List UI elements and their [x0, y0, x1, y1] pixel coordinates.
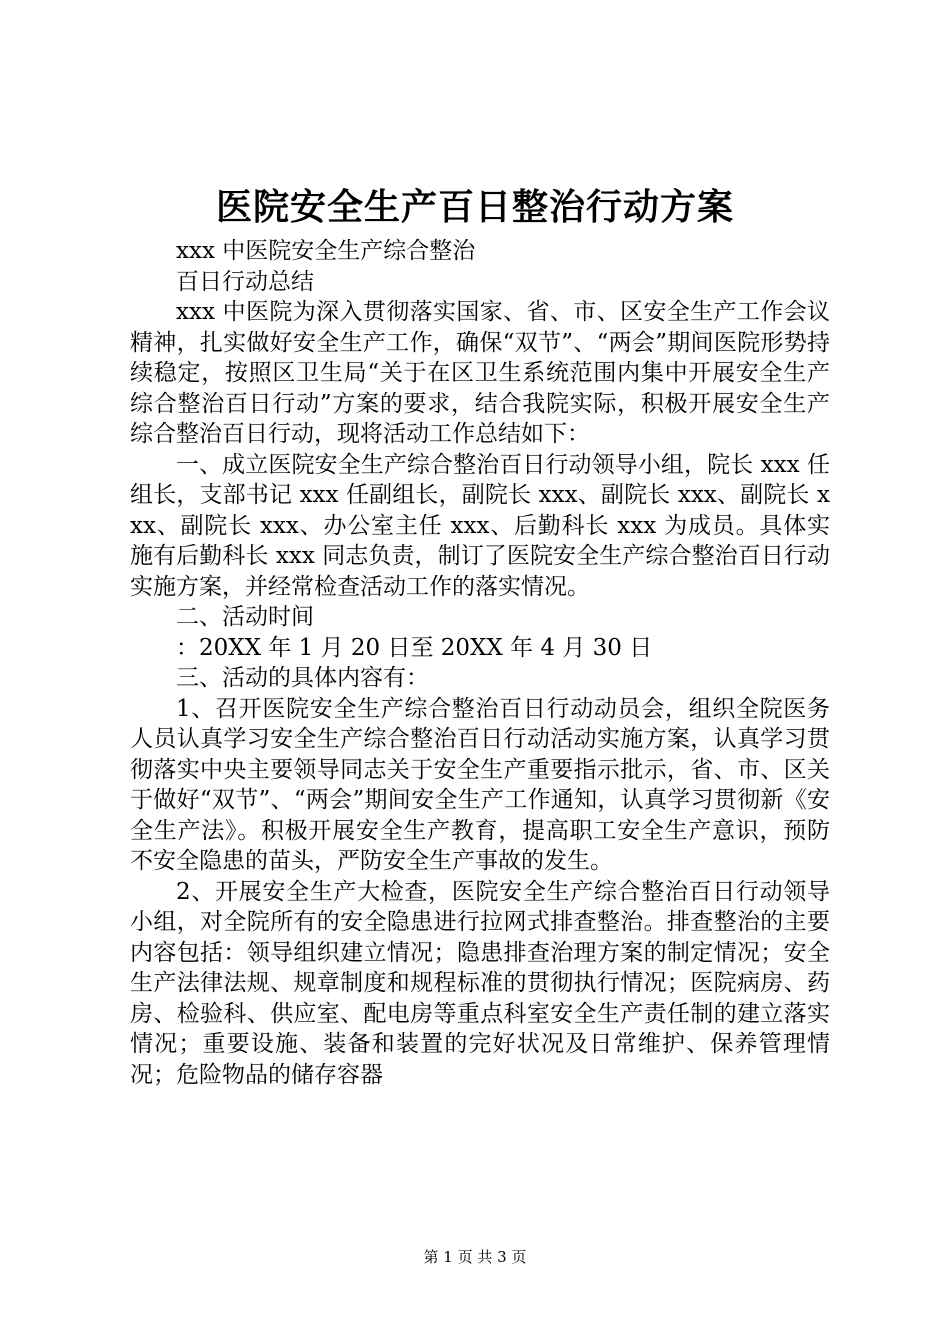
document-title: 医院安全生产百日整治行动方案 [215, 186, 734, 228]
paragraph: xxx 中医院为深入贯彻落实国家、省、市、区安全生产工作会议精神，扎实做好安全生产工作，确保“双节”、“两会”期间医院形势持续稳定，按照区卫生局“关于在区卫生系统范围内集中开展安全生产综合整治百日行动”方案的要求，结合我院实际，积极开展安全生产综合整治百日行动，现将活动工作总结如下： [130, 299, 830, 447]
paragraph: 百日行动总结 [176, 268, 314, 295]
document-body [130, 236, 830, 1090]
paragraph: 三、活动的具体内容有： [176, 665, 429, 691]
paragraph: 二、活动时间 [176, 604, 314, 630]
paragraph: 2、开展安全生产大检查，医院安全生产综合整治百日行动领导小组，对全院所有的安全隐患进行拉网式排查整治。排查整治的主要内容包括：领导组织建立情况；隐患排查治理方案的制定情况；安全生产法律法规、规章制度和规程标准的贯彻执行情况；医院病房、药房、检验科、供应室、配电房等重点科室安全生产责任制的建立落实情况；重要设施、装备和装置的完好状况及日常维护、保养管理情况；危险物品的储存容器 [130, 878, 830, 1088]
paragraph: ：20XX 年 1 月 20 日至 20XX 年 4 月 30 日 [176, 634, 653, 661]
paragraph: 一、成立医院安全生产综合整治百日行动领导小组，院长 xxx 任组长，支部书记 xxx 任副组长，副院长 xxx、副院长 xxx、副院长 xxx、副院长 xxx、办公室主任 xxx、后勤科长 xxx 为成员。具体实施有后勤科长 xxx 同志负责，制订了医院安全生产综合整治百日行动实施方案，并经常检查活动工作的落实情况。 [130, 451, 830, 600]
paragraph: xxx 中医院安全生产综合整治 [176, 238, 476, 264]
page-footer: 第 1 页 共 3 页 [423, 1248, 527, 1266]
paragraph: 1、召开医院安全生产综合整治百日行动动员会，组织全院医务人员认真学习安全生产综合整治百日行动活动实施方案，认真学习贯彻落实中央主要领导同志关于安全生产重要指示批示，省、市、区关于做好“双节”、“两会”期间安全生产工作通知，认真学习贯彻新《安全生产法》。积极开展安全生产教育，提高职工安全生产意识，预防不安全隐患的苗头，严防安全生产事故的发生。 [130, 695, 830, 874]
